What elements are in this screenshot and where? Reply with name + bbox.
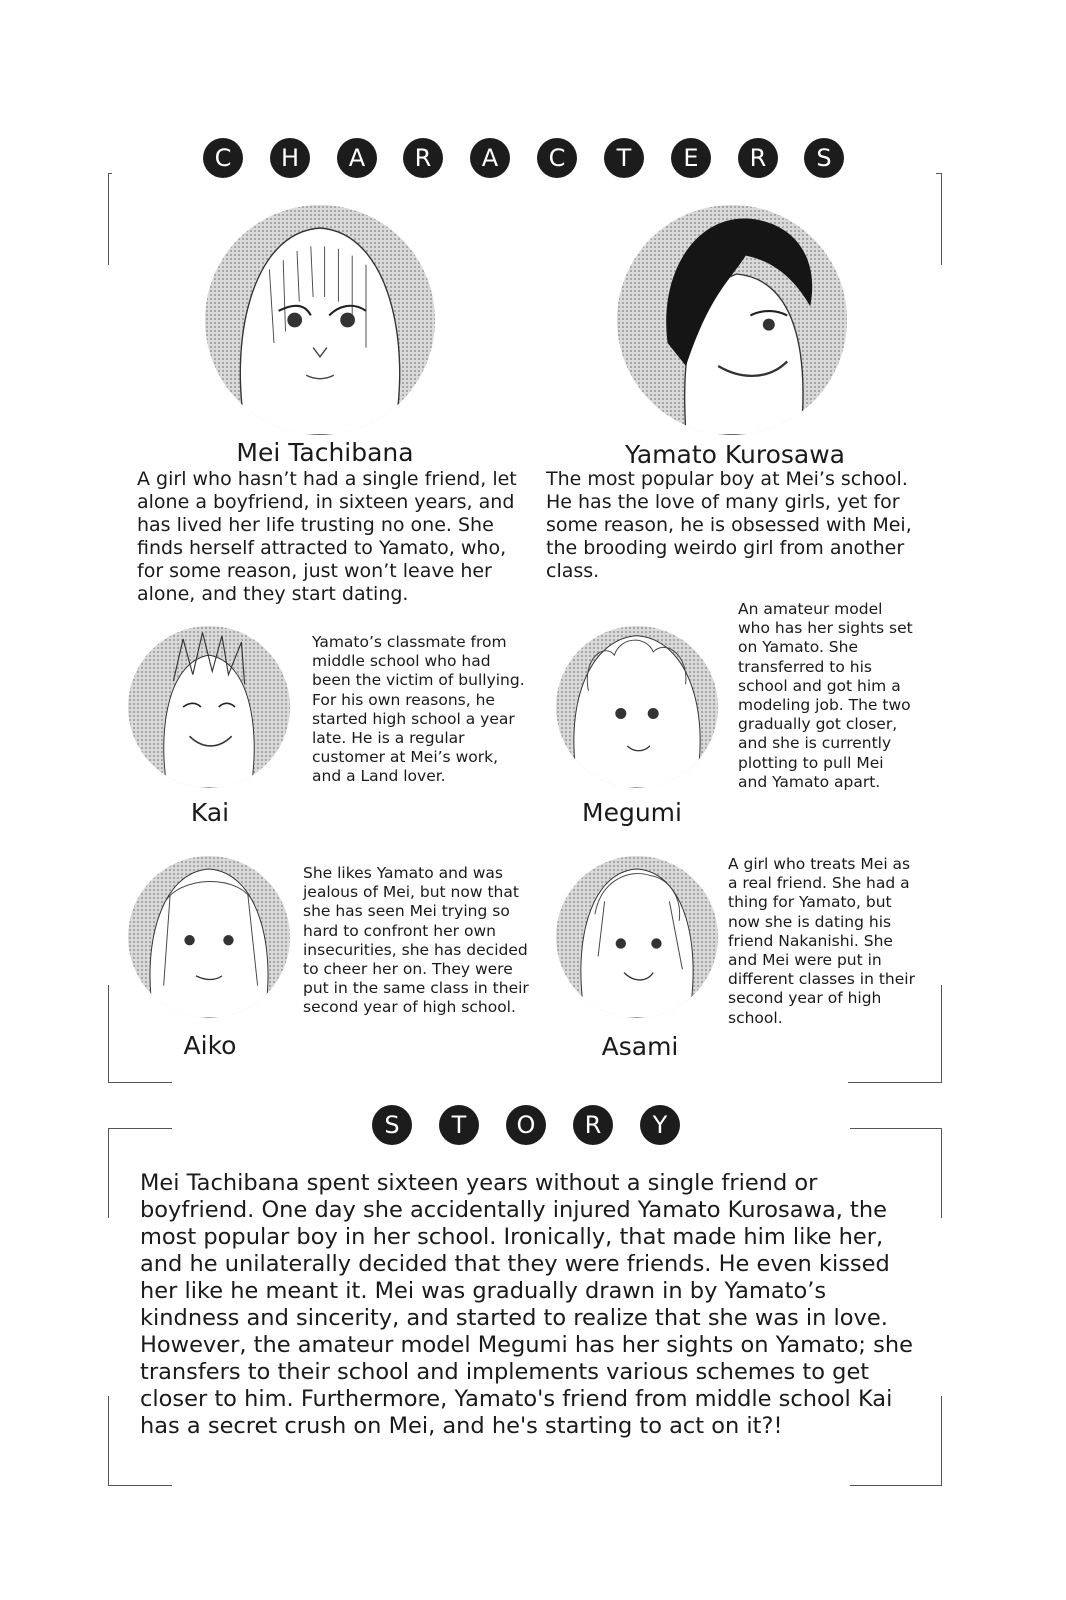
heading-letter: T [604, 138, 644, 178]
yamato-name: Yamato Kurosawa [625, 440, 845, 469]
asami-description: A girl who treats Mei as a real friend. She had a thing for Yamato, but now she is dating his friend Nakanishi. She and Mei were put in different classes in their second year of high school. [728, 855, 915, 1027]
kai-portrait [128, 626, 290, 788]
heading-letter: R [573, 1105, 613, 1145]
yamato-face-sketch [617, 205, 847, 435]
yamato-portrait [617, 205, 847, 435]
heading-letter: S [372, 1105, 412, 1145]
kai-face-sketch [128, 626, 290, 788]
megumi-face-sketch [556, 626, 718, 788]
kai-description: Yamato’s classmate from middle school who had been the victim of bullying. For his own reasons, he started high school a year late. He is a regular customer at Mei’s work, and a Land lover. [312, 633, 525, 786]
story-frame-gap-right [932, 1218, 948, 1396]
heading-letter: A [337, 138, 377, 178]
heading-letter: E [671, 138, 711, 178]
mei-face-sketch [205, 205, 435, 435]
heading-letter: C [203, 138, 243, 178]
asami-portrait [556, 856, 718, 1018]
story-text: Mei Tachibana spent sixteen years without a single friend or boyfriend. One day she accidentally injured Yamato Kurosawa, the most popular boy in her school. Ironically, that made him like her, and he unilaterally decided that they were friends. He even kissed her like he meant it. Mei was gradually drawn in by Yamato’s kindness and sincerity, and started to realize that she was in love. However, the amateur model Megumi has her sights on Yamato; she transfers to their school and implements various schemes to get closer to him. Furthermore, Yamato's friend from middle school Kai has a secret crush on Mei, and he's starting to act on it?! [140, 1170, 913, 1439]
mei-name: Mei Tachibana [236, 438, 414, 467]
megumi-portrait [556, 626, 718, 788]
story-frame-gap-bottom [172, 1476, 850, 1492]
kai-name: Kai [190, 798, 230, 827]
heading-letter: A [470, 138, 510, 178]
aiko-face-sketch [128, 856, 290, 1018]
heading-letter: S [804, 138, 844, 178]
heading-letter: Y [640, 1105, 680, 1145]
heading-letter: C [537, 138, 577, 178]
aiko-description: She likes Yamato and was jealous of Mei, but now that she has seen Mei trying so hard to confront her own insecurities, she has decided to cheer her on. They were put in the same class in their second year of high school. [303, 864, 529, 1017]
aiko-name: Aiko [183, 1031, 237, 1060]
asami-face-sketch [556, 856, 718, 1018]
characters-frame-gap-left [100, 265, 116, 985]
asami-name: Asami [601, 1032, 679, 1061]
characters-frame-gap-bottom [172, 1073, 848, 1089]
heading-letter: R [403, 138, 443, 178]
story-frame-gap-left [100, 1218, 116, 1396]
heading-letter: T [439, 1105, 479, 1145]
mei-portrait [205, 205, 435, 435]
megumi-name: Megumi [582, 798, 682, 827]
heading-letter: H [270, 138, 310, 178]
megumi-description: An amateur model who has her sights set on Yamato. She transferred to his school and got him a modeling job. The two gradually got closer, and she is currently plotting to pull Mei and Yamato apart. [738, 600, 913, 791]
heading-letter: R [738, 138, 778, 178]
mei-description: A girl who hasn’t had a single friend, let alone a boyfriend, in sixteen years, and has lived her life trusting no one. She finds herself attracted to Yamato, who, for some reason, just won’t leave her alone, and they start dating. [137, 468, 517, 605]
characters-frame-gap-right [932, 265, 948, 985]
heading-letter: O [506, 1105, 546, 1145]
aiko-portrait [128, 856, 290, 1018]
yamato-description: The most popular boy at Mei’s school. He has the love of many girls, yet for some reason, he is obsessed with Mei, the brooding weirdo girl from another class. [546, 468, 912, 582]
